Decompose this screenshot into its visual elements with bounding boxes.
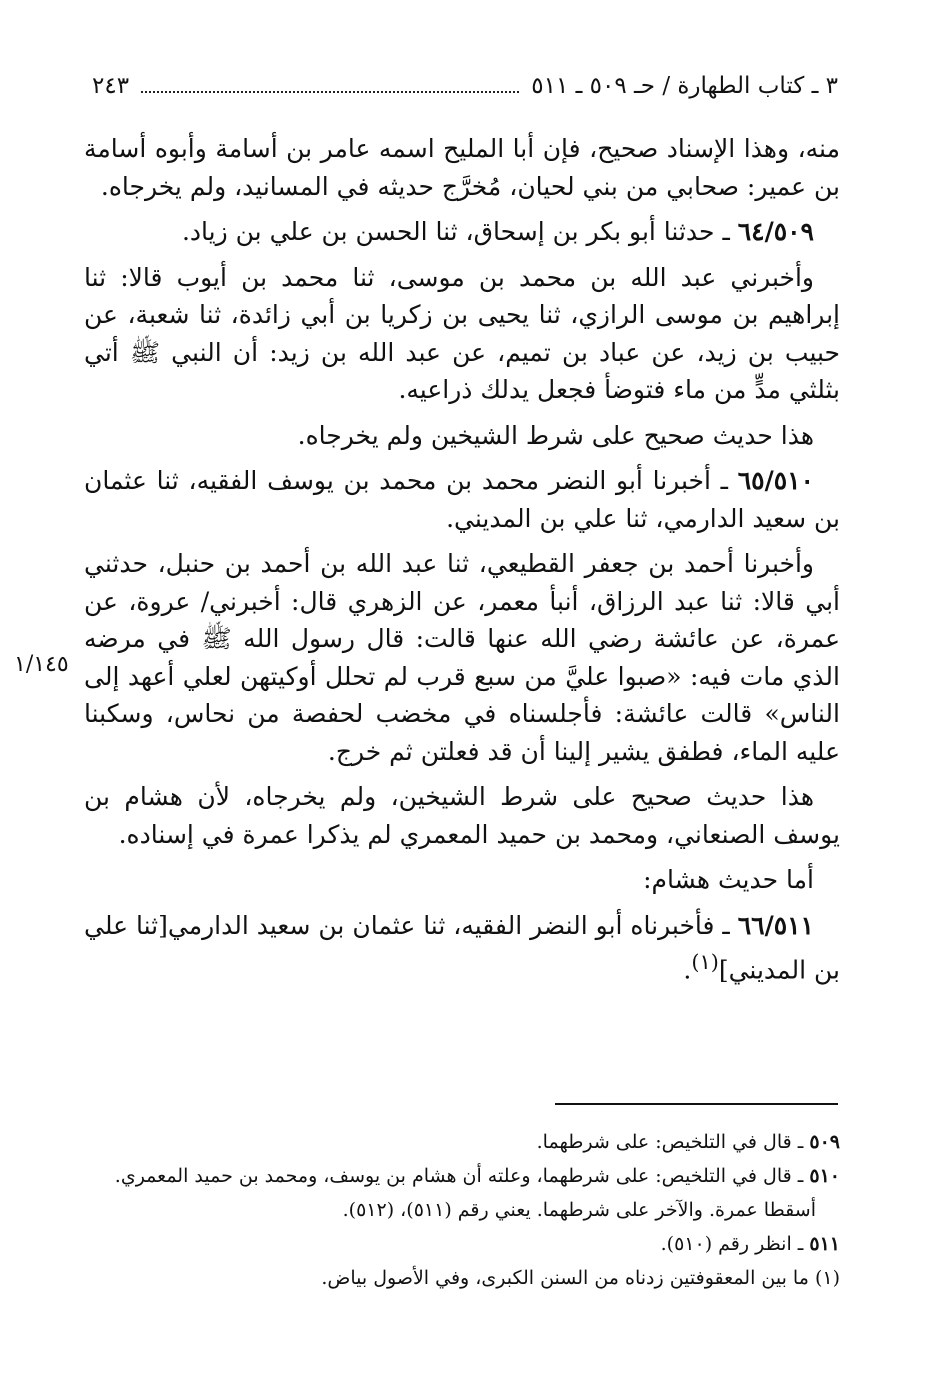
dot-leader bbox=[141, 91, 519, 93]
note-text: ـ قال في التلخيص: على شرطهما. bbox=[536, 1131, 810, 1153]
margin-reference: ١/١٤٥ bbox=[14, 652, 69, 677]
note-number: ٥٠٩ bbox=[809, 1131, 840, 1153]
note-510-continued: أسقطا عمرة. والآخر على شرطهما. يعني رقم (٥١١)، (٥١٢). bbox=[342, 1199, 816, 1221]
paragraph-8: أما حديث هشام: bbox=[643, 865, 814, 894]
paragraph-1: منه، وهذا الإسناد صحيح، فإن أبا المليح اسمه عامر بن أسامة وأبوه أسامة بن عمير: صحابي من بني لحيان، مُخرَّج حديثه في المسانيد، ولم يخرجاه. bbox=[84, 134, 840, 201]
note-text: ـ قال في التلخيص: على شرطهما، وعلته أن هشام بن يوسف، ومحمد بن حميد المعمري. bbox=[114, 1165, 810, 1187]
page-number: ٢٤٣ bbox=[92, 73, 130, 99]
paragraph-3: وأخبرني عبد الله بن محمد بن موسى، ثنا محمد بن أيوب قالا: ثنا إبراهيم بن موسى الرازي، ثنا يحيى بن زكريا بن أبي زائدة، ثنا شعبة، عن حبيب بن زيد، عن عباد بن تميم، عن عبد الله بن زيد: أن النبي ﷺ أتي بثلثي مدٍّ من ماء فتوضأ فجعل يدلك ذراعيه. bbox=[84, 262, 840, 404]
hadith-511 bbox=[84, 907, 840, 989]
note-511 bbox=[84, 1229, 840, 1259]
hadith-509 bbox=[84, 213, 840, 251]
note-510 bbox=[84, 1161, 840, 1191]
paragraph-6: وأخبرنا أحمد بن جعفر القطيعي، ثنا عبد الله بن أحمد بن حنبل، حدثني أبي قالا: ثنا عبد الرزاق، أنبأ معمر، عن الزهري قال: أخبرني/ عروة، عن عمرة، عن عائشة رضي الله عنها قالت: قال رسول الله ﷺ في مرضه الذي مات فيه: «صبوا عليَّ من سبع قرب لم تحلل أوكيتهن لعلي أعهد إلى الناس» قالت عائشة: فأجلسناه في مخضب لحفصة من نحاس، وسكبنا عليه الماء، فطفق يشير إلينا أن قد فعلتن ثم خرج. bbox=[84, 549, 840, 766]
hadith-510 bbox=[84, 462, 840, 537]
hadith-text: ـ فأخبرناه أبو النضر الفقيه، ثنا عثمان بن سعيد الدارمي[ثنا علي بن المديني] bbox=[84, 910, 840, 985]
hadith-number: ٦٤/٥٠٩ bbox=[737, 217, 814, 246]
hadith-text: ـ أخبرنا أبو النضر محمد بن محمد بن يوسف الفقيه، ثنا عثمان بن سعيد الدارمي، ثنا علي بن المديني. bbox=[84, 466, 840, 533]
hadith-text: ـ حدثنا أبو بكر بن إسحاق، ثنا الحسن بن علي بن زياد. bbox=[181, 217, 738, 246]
running-header bbox=[92, 66, 838, 106]
note-text: ما بين المعقوفتين زدناه من السنن الكبرى، وفي الأصول بياض. bbox=[321, 1267, 815, 1289]
footnote-marker: (١) bbox=[691, 950, 719, 974]
hadith-number: ٦٦/٥١١ bbox=[737, 910, 814, 940]
footnote-rule bbox=[555, 1103, 838, 1105]
note-1 bbox=[84, 1263, 840, 1293]
note-number: ٥١٠ bbox=[809, 1165, 840, 1187]
hadith-end: . bbox=[683, 955, 692, 985]
note-text: ـ انظر رقم (٥١٠). bbox=[660, 1233, 810, 1255]
note-509 bbox=[84, 1127, 840, 1157]
main-text bbox=[84, 130, 840, 997]
note-number: (١) bbox=[814, 1267, 840, 1289]
footnotes bbox=[84, 1127, 840, 1297]
hadith-number: ٦٥/٥١٠ bbox=[737, 466, 814, 495]
paragraph-4: هذا حديث صحيح على شرط الشيخين ولم يخرجاه. bbox=[297, 420, 814, 450]
note-number: ٥١١ bbox=[809, 1233, 840, 1255]
chapter-title: ٣ ـ كتاب الطهارة / حـ ٥٠٩ ـ ٥١١ bbox=[531, 73, 838, 99]
paragraph-7: هذا حديث صحيح على شرط الشيخين، ولم يخرجاه، لأن هشام بن يوسف الصنعاني، ومحمد بن حميد المعمري لم يذكرا عمرة في إسناده. bbox=[84, 782, 840, 849]
